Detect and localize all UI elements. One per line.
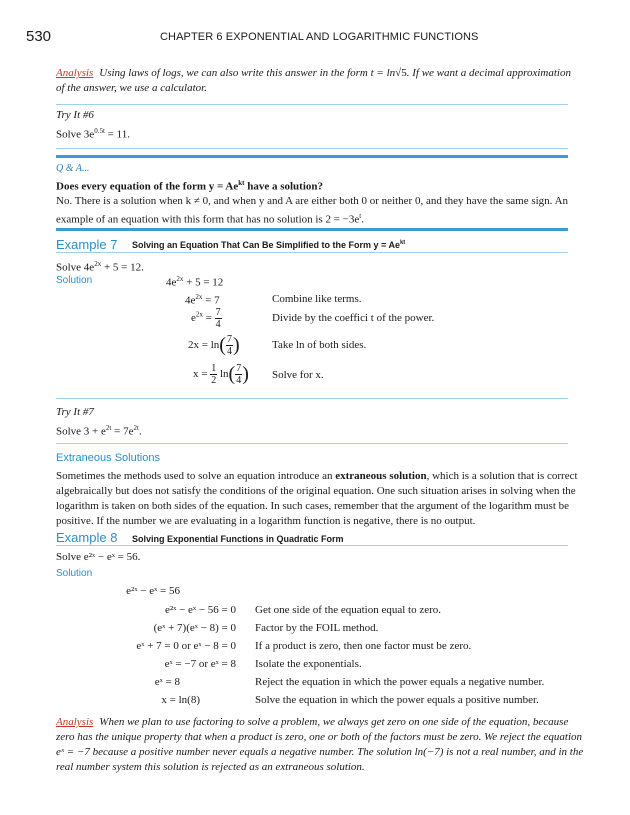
step-mid: ln [219,368,229,381]
qa-answer-suffix: . [361,213,364,226]
analysis1-text-after: . If we want a decimal approximation [406,67,571,79]
frac-den: 4 [236,375,242,386]
tryit6-suffix: = 11. [104,128,130,141]
tryit6-problem [56,124,130,143]
frac-num: 1 [211,363,217,374]
frac-num: 7 [236,363,242,374]
step-lhs: 4e [185,294,196,307]
step-exp: 2x [176,275,184,283]
example7-solution-label: Solution [56,275,93,286]
qa-tag: Q & A... [56,163,90,174]
analysis-tag: Analysis [56,716,94,728]
tryit7-prefix: Solve 3 + e [56,425,106,438]
fraction [215,307,222,330]
example8-title: Solving Exponential Functions in Quadratic Form [132,534,344,544]
step-exp: 2x [195,310,203,319]
qa-question-suffix: have a solution? [244,180,324,193]
example7-problem-suffix: + 5 = 12. [101,261,144,274]
example8-note-2: Get one side of the equation equal to zero. [255,604,442,616]
analysis-paragraph-2 [56,715,596,775]
example8-note-6: Reject the equation in which the power equals a negative number. [255,676,545,688]
step-lhs: e [191,312,196,325]
tryit7-exp2: 2t [133,424,139,432]
example7-underline [56,252,568,253]
chapter-title: EXPONENTIAL AND LOGARITHMIC FUNCTIONS [225,31,479,43]
extraneous-line3: logarithm is taken on both sides of the equation. In such cases, remember that the argument of the logarithm must be [56,500,570,512]
analysis2-line3: eˣ = −7 because a positive number never equals a negative number. The solution ln(−7) is not a real number, and in the [56,746,584,758]
extraneous-term: extraneous solution [335,470,427,482]
analysis2-line2: zero has the unique property that when a product is zero, one or both of the factors must be zero. We reject the equation [56,731,583,743]
tryit7-suffix: . [138,425,142,438]
example8-step-7: x = ln(8) [161,694,200,706]
step-lhs: 4e [166,276,177,289]
step-lhs: x = [193,368,211,381]
example8-step-1: e²ˣ − eˣ = 56 [126,585,180,597]
example8-note-4: If a product is zero, then one factor must be zero. [255,640,472,652]
extraneous-line2: algebraically but does not satisfy the conditions of the original equation. One such situation arises in solving when the [56,485,576,497]
extraneous-line1-prefix: Sometimes the methods used to solve an equation introduce an [56,470,336,482]
example8-step-4: eˣ + 7 = 0 or eˣ − 8 = 0 [136,640,236,652]
example8-solution-label: Solution [56,568,93,579]
analysis-paragraph-1 [56,66,596,96]
example8-label: Example 8 [56,530,118,545]
frac-num: 7 [226,334,232,345]
fraction [210,363,217,386]
paren-left: ( [228,363,236,385]
frac-num: 7 [215,307,221,318]
frac-den: 4 [226,346,232,357]
paren-right: ) [232,334,240,356]
tryit6-title: Try It #6 [56,109,94,121]
extraneous-paragraph [56,469,596,529]
example7-note-5: Solve for x. [272,369,324,381]
example8-note-3: Factor by the FOIL method. [255,622,379,634]
example7-note-4: Take ln of both sides. [272,339,367,351]
qa-answer [56,194,586,228]
example7-step-3 [191,307,222,330]
analysis1-text-before: Using laws of logs, we can also write this answer in the form t = ln [99,67,396,79]
tryit6-exp: 0.5t [94,127,105,135]
example7-problem-prefix: Solve 4e [56,261,95,274]
tryit7-exp: 2t [105,424,112,432]
example8-underline [56,545,568,546]
step-rhs: + 5 = 12 [183,276,224,289]
example7-step-2 [185,293,220,307]
page-number: 530 [26,28,52,45]
step-rhs: = [202,312,215,325]
divider [56,398,568,399]
qa-question-prefix: Does every equation of the form y = Ae [56,180,239,193]
example7-step-1 [166,275,223,289]
example8-step-3: (eˣ + 7)(eˣ − 8) = 0 [153,622,236,634]
step-exp: 2x [195,293,203,301]
example8-note-5: Isolate the exponentials. [255,658,362,670]
example7-title [132,240,405,250]
frac-den: 2 [211,375,217,386]
qa-answer-line1: No. There is a solution when k ≠ 0, and when y and A are either both 0 or neither 0, and they have the same sign. An [56,195,569,207]
example7-step-5 [193,363,249,386]
chapter-label: CHAPTER 6 [160,31,223,43]
example7-step-4 [188,334,240,357]
example7-problem [56,257,144,276]
divider [56,148,568,149]
extraneous-heading: Extraneous Solutions [56,452,160,464]
extraneous-line4: positive. If the number we are evaluating in a logarithm function is negative, there is no output. [56,515,476,527]
qa-top-rule [56,155,568,158]
example7-title-exp: kt [399,240,406,246]
tryit6-prefix: Solve 3e [56,128,95,141]
example7-title-prefix: Solving an Equation That Can Be Simplified to the Form y = Ae [132,240,400,250]
example7-note-3: Divide by the coeffici t of the power. [272,312,435,324]
tryit7-problem [56,421,142,440]
analysis1-radical: √5 [395,67,407,79]
analysis1-line2: of the answer, we use a calculator. [56,82,207,94]
example7-label: Example 7 [56,237,118,252]
qa-answer-exp: t [359,212,362,220]
example8-step-5: eˣ = −7 or eˣ = 8 [164,658,236,670]
example7-problem-exp: 2x [94,260,102,268]
analysis2-line4: real number system this solution is rejected as an extraneous solution. [56,761,365,773]
example8-note-7: Solve the equation in which the power equals a positive number. [255,694,539,706]
qa-question-exp: kt [238,179,245,187]
divider [56,443,568,444]
analysis-tag: Analysis [56,67,94,79]
fraction [226,334,233,357]
analysis2-line1: When we plan to use factoring to solve a problem, we always get zero on one side of the equation, because [99,716,569,728]
example8-step-2: e²ˣ − eˣ − 56 = 0 [164,604,236,616]
divider [56,104,568,105]
paren-right: ) [242,363,249,385]
qa-bottom-rule [56,228,568,231]
frac-den: 4 [215,319,221,330]
chapter-header [160,31,478,43]
example8-problem: Solve e²ˣ − eˣ = 56. [56,551,141,563]
qa-question [56,176,323,195]
example8-step-6: eˣ = 8 [154,676,180,688]
qa-answer-line2-prefix: example of an equation with this form that has no solution is 2 = −3e [56,213,360,226]
tryit7-title: Try It #7 [56,406,94,418]
step-lhs: 2x = ln [188,339,220,352]
tryit7-mid: = 7e [111,425,134,438]
example7-note-2: Combine like terms. [272,293,362,305]
paren-left: ( [219,334,226,356]
extraneous-line1-suffix: , which is a solution that is correct [426,470,578,482]
step-rhs: = 7 [202,294,220,307]
